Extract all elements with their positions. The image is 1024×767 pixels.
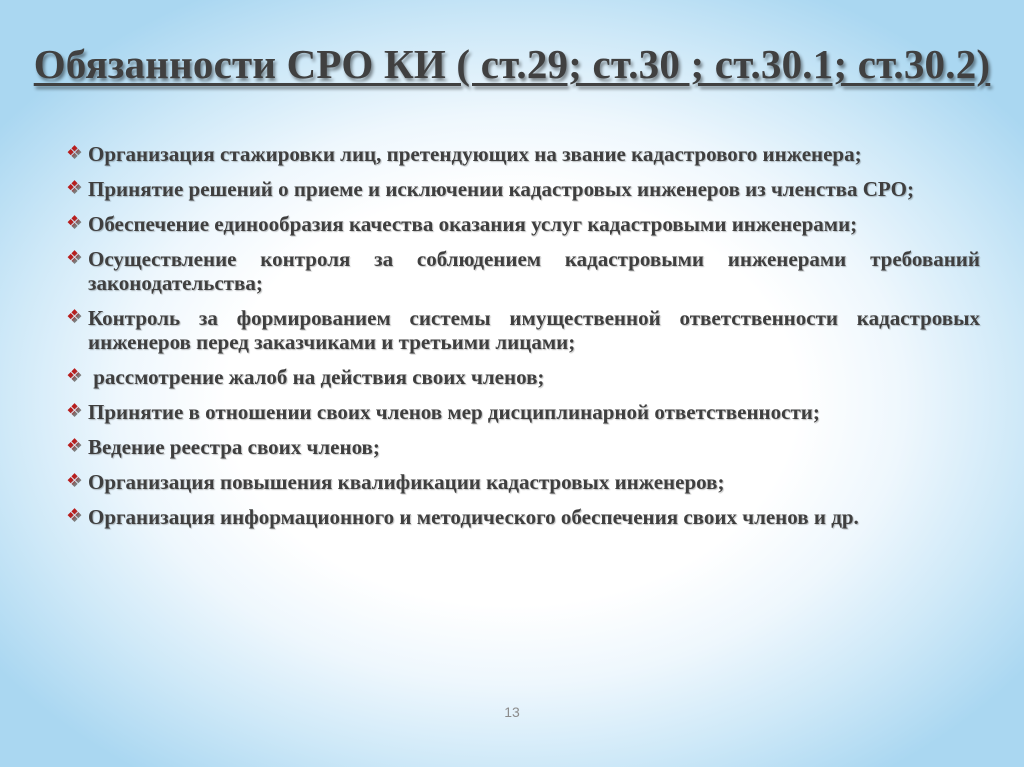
list-item-text: Принятие решений о приеме и исключении кадастровых инженеров из членства СРО; bbox=[88, 177, 914, 201]
list-item bbox=[66, 212, 980, 236]
list-item bbox=[66, 435, 980, 459]
diamond-bullet-icon: ❖ bbox=[66, 365, 84, 387]
diamond-bullet-icon: ❖ bbox=[66, 306, 84, 328]
list-item-text: Организация информационного и методического обеспечения своих членов и др. bbox=[88, 505, 859, 529]
list-item-text: Осуществление контроля за соблюдением кадастровыми инженерами требований законодательства; bbox=[88, 247, 980, 295]
list-item bbox=[66, 142, 980, 166]
diamond-bullet-icon: ❖ bbox=[66, 177, 84, 199]
list-item-text: Ведение реестра своих членов; bbox=[88, 435, 380, 459]
diamond-bullet-icon: ❖ bbox=[66, 400, 84, 422]
diamond-bullet-icon: ❖ bbox=[66, 470, 84, 492]
list-item-text: Обеспечение единообразия качества оказания услуг кадастровыми инженерами; bbox=[88, 212, 858, 236]
diamond-bullet-icon: ❖ bbox=[66, 505, 84, 527]
list-item-text: Организация повышения квалификации кадастровых инженеров; bbox=[88, 470, 725, 494]
list-item bbox=[66, 177, 980, 201]
slide-title: Обязанности СРО КИ ( ст.29; ст.30 ; ст.30.1; ст.30.2) bbox=[33, 41, 991, 87]
list-item-text: Принятие в отношении своих членов мер дисциплинарной ответственности; bbox=[88, 400, 820, 424]
diamond-bullet-icon: ❖ bbox=[66, 142, 84, 164]
list-item-text: Контроль за формированием системы имущественной ответственности кадастровых инженеров перед заказчиками и третьими лицами; bbox=[88, 306, 980, 354]
list-item bbox=[66, 400, 980, 424]
page-number: 13 bbox=[504, 704, 520, 720]
list-item bbox=[66, 247, 980, 295]
list-item-text: Организация стажировки лиц, претендующих на звание кадастрового инженера; bbox=[88, 142, 862, 166]
diamond-bullet-icon: ❖ bbox=[66, 212, 84, 234]
list-item bbox=[66, 306, 980, 354]
list-item bbox=[66, 365, 980, 389]
list-item bbox=[66, 505, 980, 529]
diamond-bullet-icon: ❖ bbox=[66, 247, 84, 269]
list-item-text: рассмотрение жалоб на действия своих членов; bbox=[88, 365, 545, 389]
diamond-bullet-icon: ❖ bbox=[66, 435, 84, 457]
list-item bbox=[66, 470, 980, 494]
duties-list bbox=[66, 142, 980, 540]
